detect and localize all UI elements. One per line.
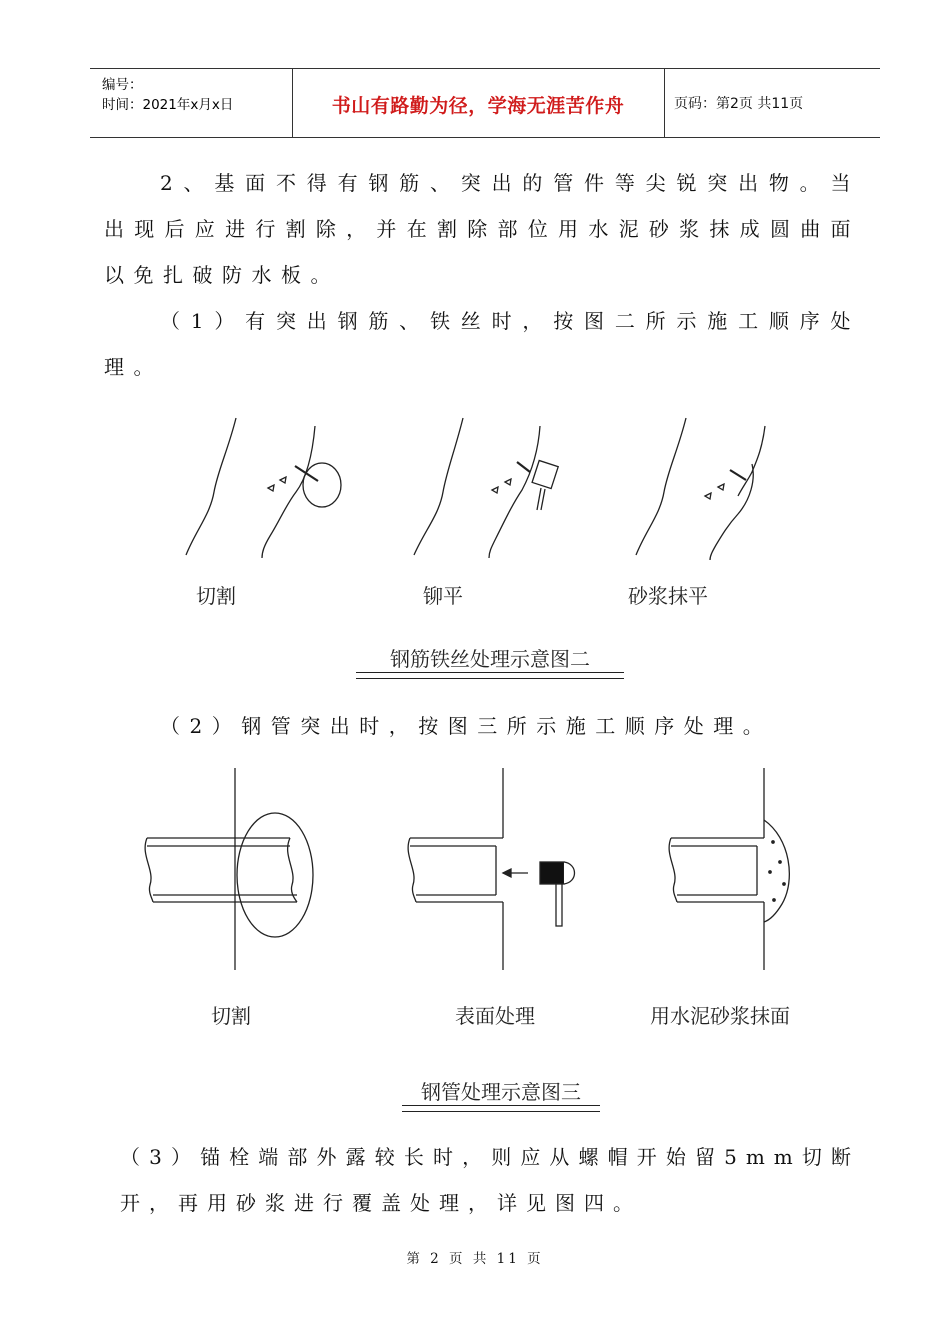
paragraph-3: （2）钢管突出时，按图三所示施工顺序处理。 xyxy=(160,714,773,738)
header-number-label: 编号： xyxy=(102,77,143,93)
figure-3-title: 钢管处理示意图三 xyxy=(421,1080,581,1104)
paragraph-4: （3）锚栓端部外露较长时，则应从螺帽开始留5mm切断开，再用砂浆进行覆盖处理，详见图四。 xyxy=(120,1145,860,1215)
fig3-mortar-cover xyxy=(764,820,789,922)
fig3-label-cut: 切割 xyxy=(211,1004,251,1028)
figure-3-title-underline xyxy=(402,1105,600,1112)
header-motto: 书山有路勤为径，学海无涯苦作舟 xyxy=(331,95,625,117)
fig3-label-mortar-face: 用水泥砂浆抹面 xyxy=(650,1004,790,1028)
fig2-label-mortar: 砂浆抹平 xyxy=(628,584,708,608)
fig3-pipe-end-left-3 xyxy=(669,838,677,902)
fig3-label-surface: 表面处理 xyxy=(455,1004,535,1028)
paragraph-2: （1）有突出钢筋、铁丝时，按图二所示施工顺序处理。 xyxy=(104,309,860,379)
page-footer: 第 2 页 共 11 页 xyxy=(406,1251,544,1267)
header-time-label: 时间：2021年x月x日 xyxy=(102,97,234,113)
paragraph-1: 2、基面不得有钢筋、突出的管件等尖锐突出物。当出现后应进行割除，并在割除部位用水泥砂浆抹成圆曲面以免扎破防水板。 xyxy=(104,171,860,287)
header-page-info: 页码：第2页 共11页 xyxy=(674,96,804,112)
fig3-pipe-end-left-2 xyxy=(408,838,416,902)
fig2-label-rivet: 铆平 xyxy=(423,584,463,608)
fig2-label-cut: 切割 xyxy=(196,584,236,608)
fig3-hammer-handle xyxy=(556,884,562,926)
fig3-pipe-end-right-1 xyxy=(288,838,297,902)
fig3-pipe-end-left-1 xyxy=(145,838,153,902)
fig3-cut-ellipse xyxy=(237,813,313,937)
fig3-hammer-head xyxy=(540,862,564,884)
figure-2-title: 钢筋铁丝处理示意图二 xyxy=(390,647,590,671)
